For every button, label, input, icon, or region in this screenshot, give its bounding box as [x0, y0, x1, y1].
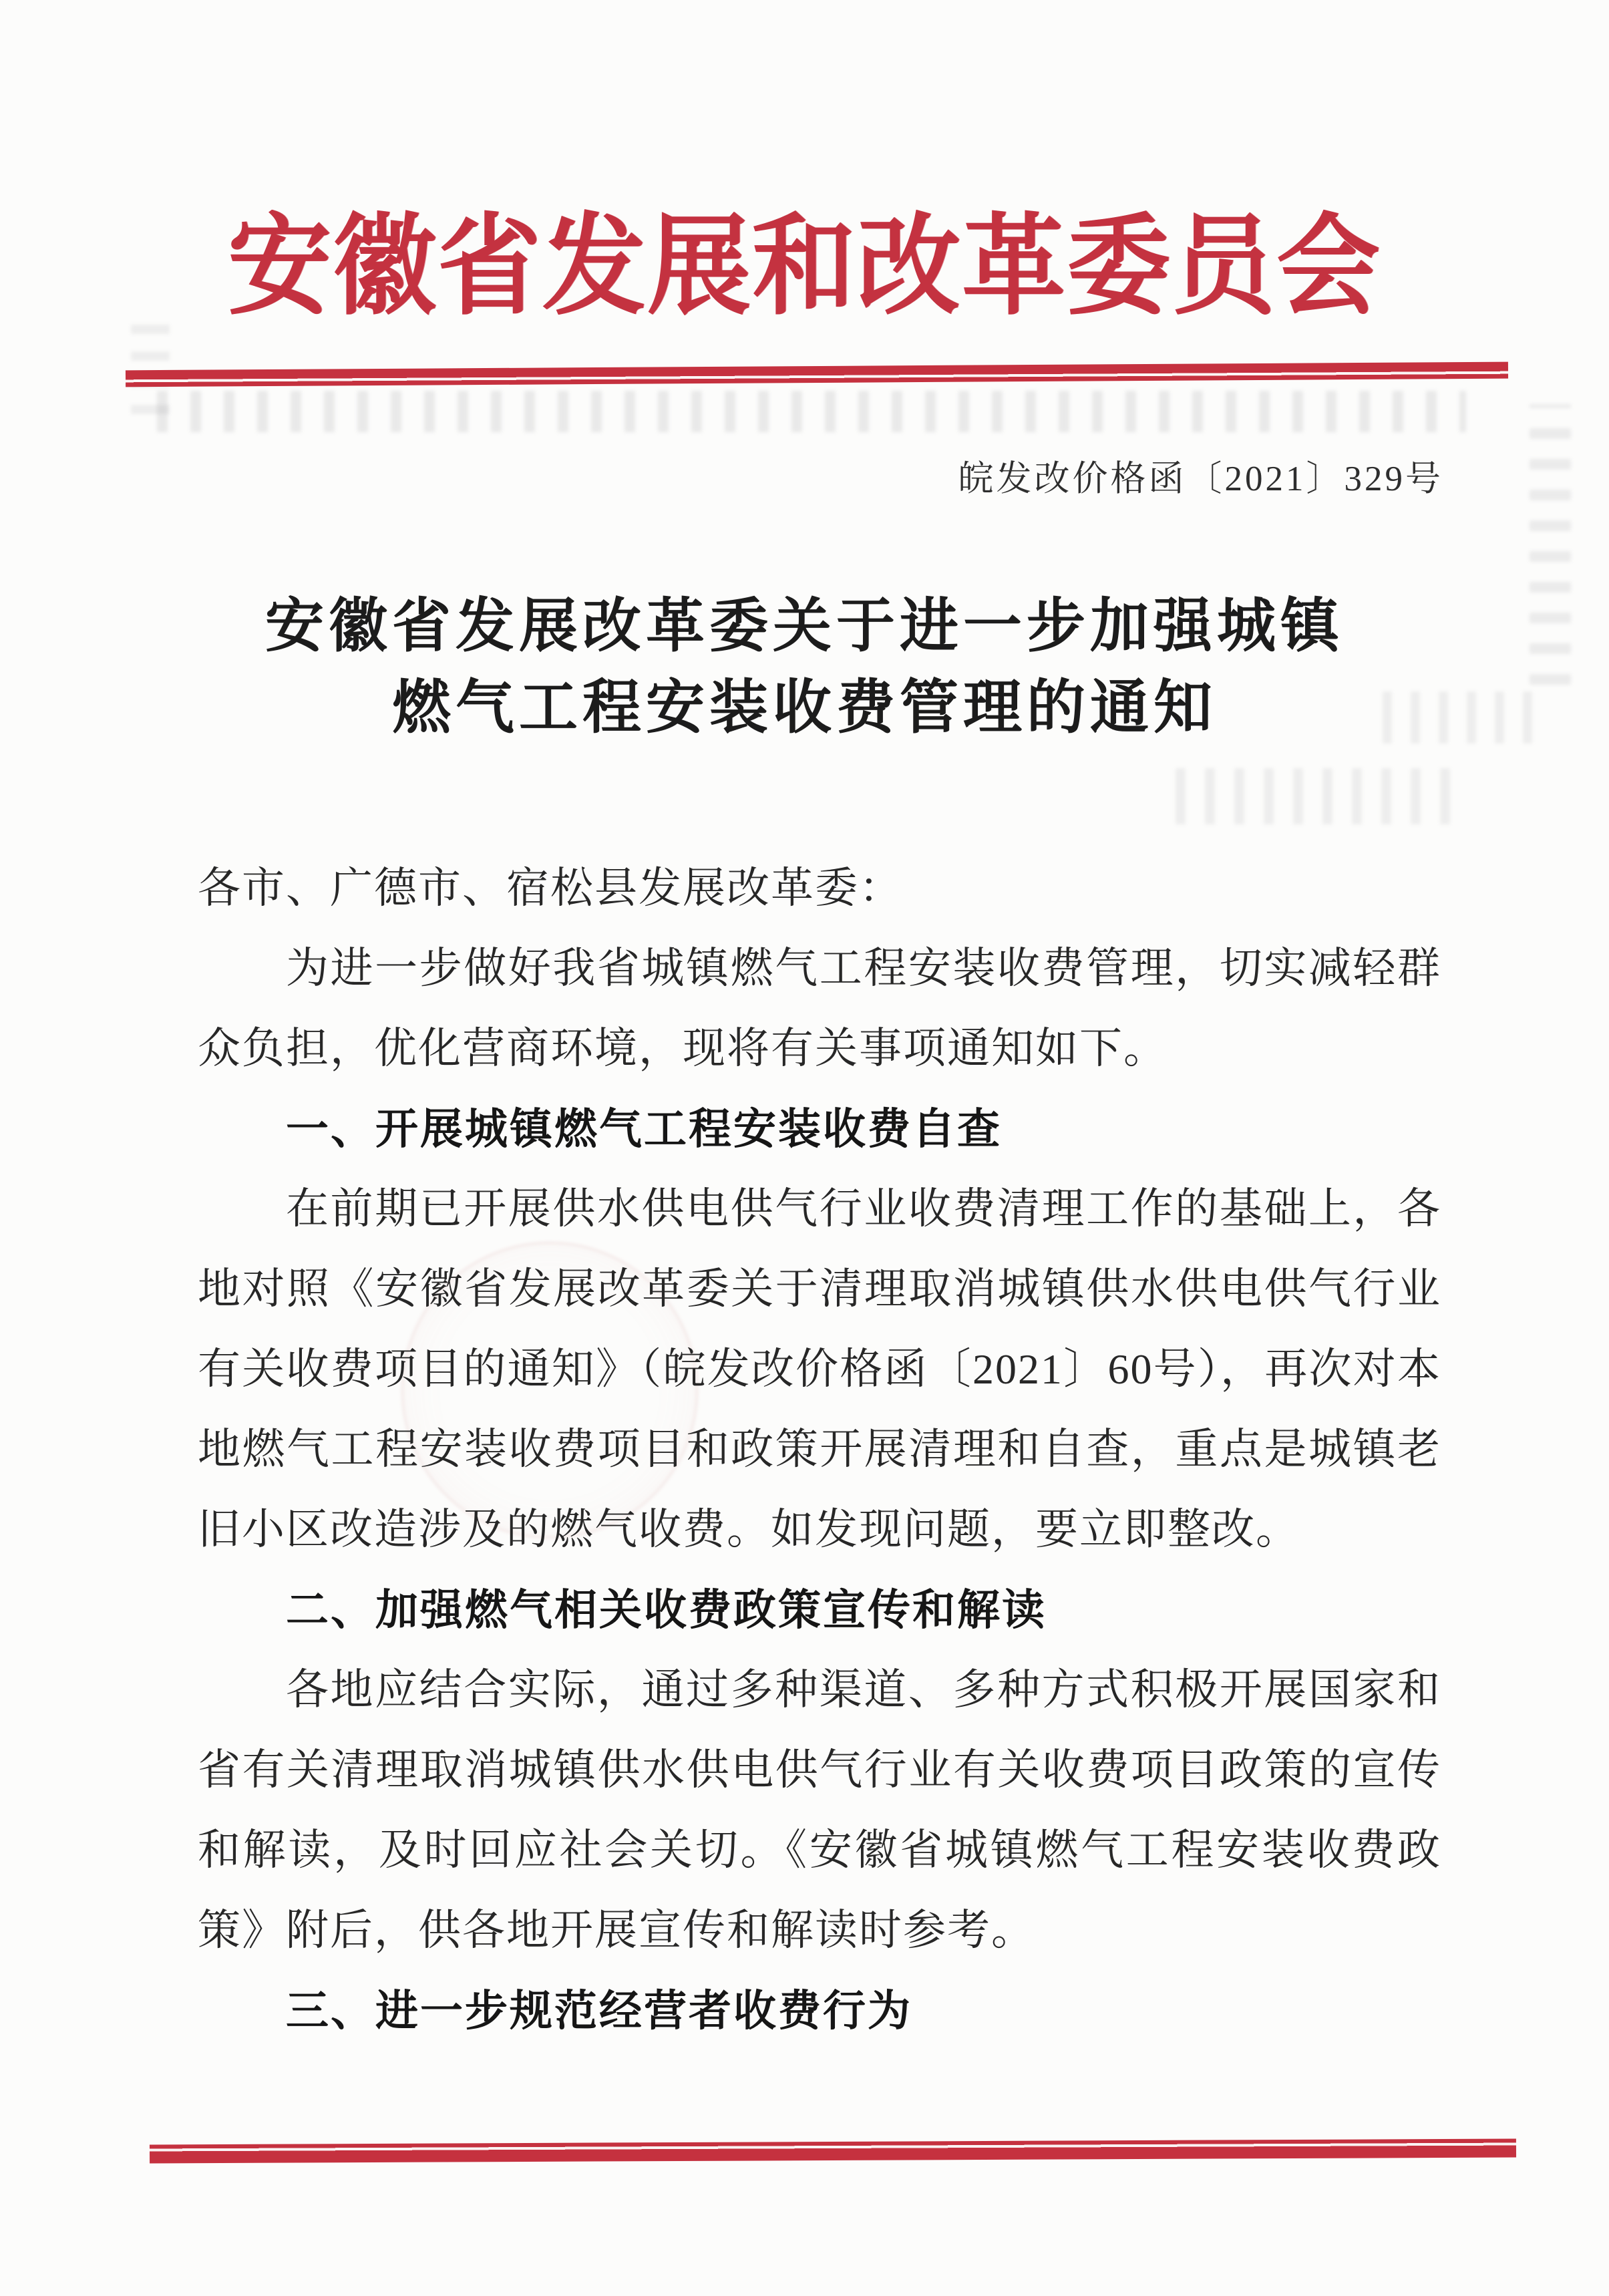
notice-title — [0, 587, 1609, 750]
header-divider-line — [126, 362, 1508, 387]
paragraph-section-1: 在前期已开展供水供电供气行业收费清理工作的基础上，各地对照《安徽省发展改革委关于清理取消城镇供水供电供气行业有关收费项目的通知》（皖发改价格函〔2021〕60号），再次对本地燃气工程安装收费项目和政策开展清理和自查，重点是城镇老旧小区改造涉及的燃气收费。如发现问题，要立即整改。 — [198, 1185, 1441, 1553]
notice-title-line-1: 安徽省发展改革委关于进一步加强城镇 — [264, 595, 1344, 659]
section-heading-3: 三、进一步规范经营者收费行为 — [286, 1987, 912, 2035]
paragraph-intro: 为进一步做好我省城镇燃气工程安装收费管理，切实减轻群众负担，优化营商环境，现将有关事项通知如下。 — [198, 945, 1441, 1072]
notice-body — [198, 848, 1441, 2051]
section-heading-1: 一、开展城镇燃气工程安装收费自查 — [286, 1105, 1002, 1153]
section-heading-2: 二、加强燃气相关收费政策宣传和解读 — [286, 1586, 1047, 1634]
bleed-through-artifact — [157, 391, 1466, 432]
bleed-through-artifact — [1176, 768, 1456, 824]
notice-title-line-2: 燃气工程安装收费管理的通知 — [391, 676, 1217, 741]
paragraph-section-2: 各地应结合实际，通过多种渠道、多种方式积极开展国家和省有关清理取消城镇供水供电供气行业有关收费项目政策的宣传和解读，及时回应社会关切。《安徽省城镇燃气工程安装收费政策》附后，供各地开展宣传和解读时参考。 — [198, 1666, 1441, 1954]
footer-divider-line — [150, 2139, 1516, 2164]
doc-number: 皖发改价格函〔2021〕329号 — [958, 460, 1443, 498]
agency-header: 安徽省发展和改革委员会 — [228, 206, 1381, 329]
salutation: 各市、广德市、宿松县发展改革委： — [198, 864, 903, 912]
